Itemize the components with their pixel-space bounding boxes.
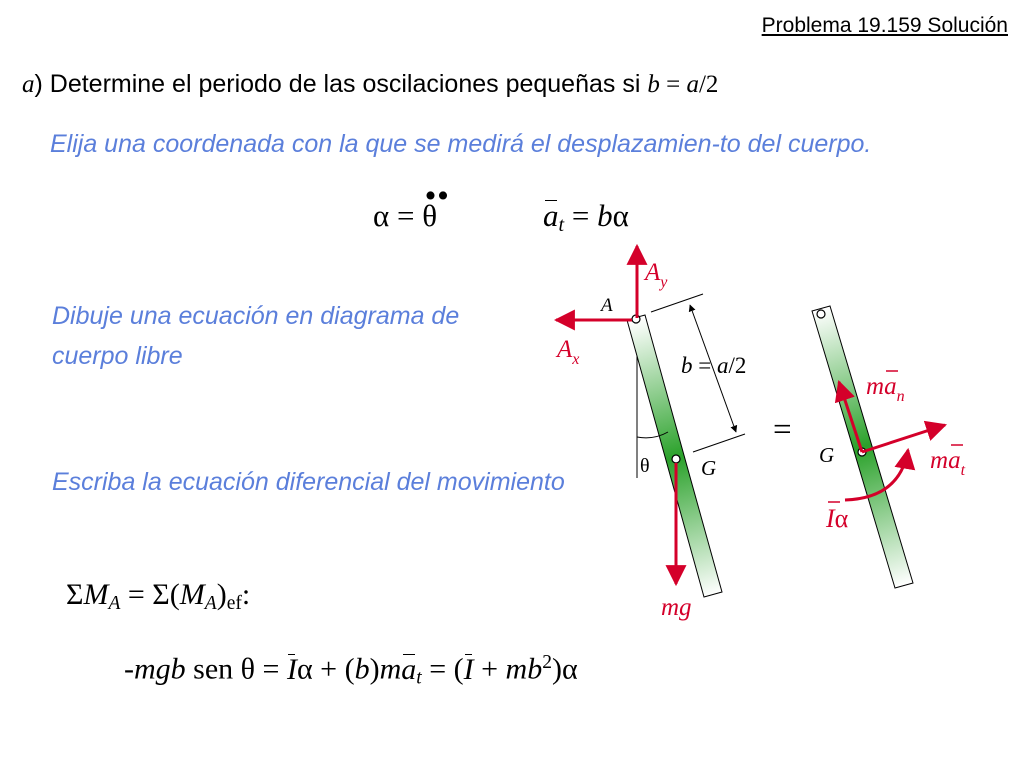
- eq-m-A1: A: [108, 592, 121, 614]
- eq-f-sen: sen θ =: [185, 652, 287, 686]
- eq-m-close: ): [216, 578, 227, 611]
- label-b-equals-a-half: b = a/2: [681, 353, 747, 378]
- center-G-left: [672, 455, 680, 463]
- question-body: ) Determine el periodo de las oscilaciones pequeñas si: [34, 70, 648, 98]
- eq-f-sq: 2: [542, 652, 552, 673]
- eq-m-sigma: Σ: [66, 578, 84, 611]
- eq-f-plus: +: [473, 652, 506, 686]
- eq-f-I2: I: [463, 652, 474, 686]
- diagram-equals-sign: =: [773, 412, 792, 448]
- eq-f-mb: mb: [505, 652, 543, 686]
- eq-alpha-lhs: α: [373, 198, 390, 233]
- question-var-a: a: [686, 71, 699, 98]
- question-part-letter: a: [22, 71, 35, 98]
- label-G-left: G: [701, 456, 717, 480]
- label-theta: θ: [640, 455, 650, 477]
- eq-at-equals: =: [564, 198, 598, 233]
- eq-m-M1: M: [83, 578, 109, 611]
- question-eq: =: [659, 71, 687, 98]
- eq-at-alpha: α: [612, 198, 629, 233]
- eq-f-p5: = (: [421, 652, 464, 686]
- eq-m-mid: = Σ(: [120, 578, 180, 611]
- eq-f-a: a: [401, 652, 417, 686]
- question-var-b: b: [647, 71, 660, 98]
- label-man: $ma_n$: [866, 373, 905, 405]
- label-G-right: G: [819, 443, 835, 467]
- dim-ext-bottom: [693, 434, 745, 452]
- step-choose-coordinate: Elija una coordenada con la que se medirá el desplazamien-to del cuerpo.: [50, 130, 872, 158]
- label-mg: mg: [661, 594, 692, 621]
- label-Ay: $A_y$: [645, 259, 668, 291]
- eq-at-a: a: [543, 198, 559, 233]
- dim-ext-top: [651, 294, 703, 312]
- label-Ialpha: Iα: [826, 504, 849, 533]
- pivot-A-right: [817, 310, 825, 318]
- eq-f-m: m: [379, 652, 402, 686]
- question-frac: /2: [698, 71, 719, 98]
- eq-f-p3: α + (: [296, 652, 355, 686]
- label-Ax: $A_x$: [557, 336, 580, 368]
- eq-f-t: t: [416, 667, 422, 689]
- step-differential-equation: Escriba la ecuación diferencial del movimiento: [52, 468, 565, 496]
- eq-f-p7: )α: [551, 652, 578, 686]
- eq-theta-ddot: ·· θ: [422, 198, 437, 234]
- eq-f-b: b: [354, 652, 370, 686]
- slide-title: Problema 19.159 Solución: [761, 14, 1008, 37]
- eq-m-ef: ef: [226, 592, 242, 614]
- eq-at-b: b: [597, 198, 613, 233]
- eq-f-I1: I: [286, 652, 297, 686]
- eq-f-mgb: mgb: [134, 652, 186, 686]
- eq-alpha-equals: =: [389, 198, 423, 233]
- step-free-body-diagram: Dibuje una ecuación en diagrama de cuerpo libre: [52, 302, 460, 370]
- eq-m-M2: M: [179, 578, 205, 611]
- eq-m-A2: A: [204, 592, 217, 614]
- label-A: A: [601, 295, 613, 316]
- eq-at-sub: t: [558, 214, 565, 237]
- eq-m-colon: :: [241, 578, 251, 611]
- label-mat: $ma_t$: [930, 447, 966, 479]
- eq-f-p4: ): [369, 652, 380, 686]
- eq-f-minus: -: [124, 652, 134, 686]
